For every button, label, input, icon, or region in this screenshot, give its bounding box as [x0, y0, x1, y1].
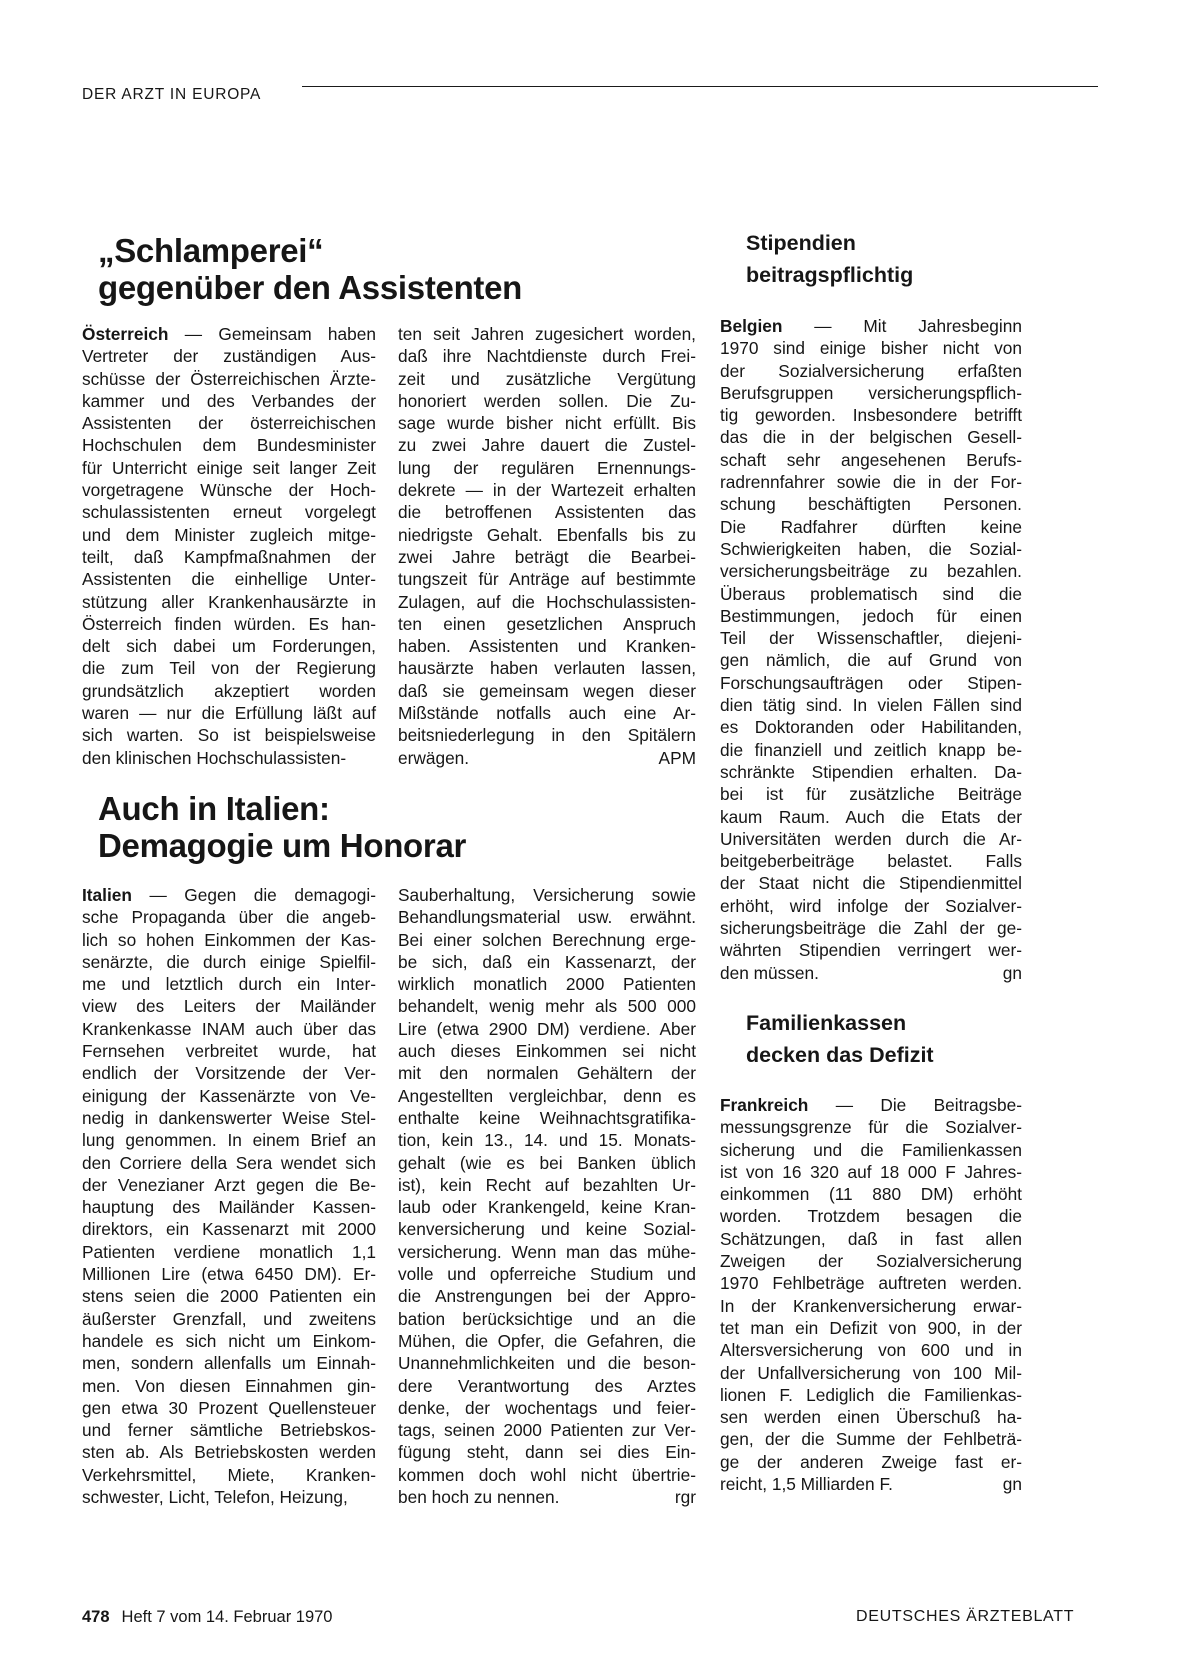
text-line: gen nämlich, die auf Grund von — [720, 650, 1022, 671]
text-line: Italien — Gegen die demagogi- — [82, 885, 376, 905]
text-line: daß sie gemeinsam wegen dieser — [398, 680, 696, 701]
dateline-country: Österreich — [82, 324, 169, 344]
text-line: sich warten. So ist beispielsweise — [82, 725, 376, 746]
page-number: 478 — [82, 1608, 110, 1626]
text-line: be sich, daß ein Kassenarzt, der — [398, 951, 696, 972]
text-line: Bestimmungen, jedoch für einen — [720, 605, 1022, 626]
line-text: reicht, 1,5 Milliarden F. — [720, 1474, 893, 1495]
text-line: auch dieses Einkommen sei nicht — [398, 1041, 696, 1062]
text-line: Universitäten werden durch die Ar- — [720, 828, 1022, 849]
journal-name: DEUTSCHES ÄRZTEBLATT — [856, 1608, 1075, 1625]
text-line: niedrigste Gehalt. Ebenfalls bis zu — [398, 524, 696, 545]
text-line: vorgetragene Wünsche der Hoch- — [82, 480, 376, 501]
text-line: laub oder Krankengeld, keine Kran- — [398, 1197, 696, 1218]
text-line: lich so hohen Einkommen der Kas- — [82, 929, 376, 950]
text-line: fügung steht, dann sei dies Ein- — [398, 1442, 696, 1463]
article-2-column-1 — [82, 884, 376, 1508]
text-line: mit den normalen Gehältern der — [398, 1063, 696, 1084]
text-line: der Unfallversicherung von 100 Mil- — [720, 1362, 1022, 1383]
text-line: Unannehmlichkeiten und die beson- — [398, 1353, 696, 1374]
text-line: schüsse der Österreichischen Ärzte- — [82, 368, 376, 389]
text-line: versicherung. Wenn man das mühe- — [398, 1241, 696, 1262]
text-line: denke, der wochentags und feier- — [398, 1397, 696, 1418]
text-line: der Staat nicht die Stipendienmittel — [720, 873, 1022, 894]
text-line: tungszeit für Anträge auf bestimmte — [398, 569, 696, 590]
text-line: tet man ein Defizit von 900, in der — [720, 1317, 1022, 1338]
text-line: Mühen, die Opfer, die Gefahren, die — [398, 1330, 696, 1351]
text-line: Krankenkasse INAM auch über das — [82, 1018, 376, 1039]
text-line: grundsätzlich akzeptiert worden — [82, 680, 376, 701]
article-3-column-1 — [720, 315, 1022, 984]
article-2-headline — [98, 790, 466, 864]
text-line: tags, seinen 2000 Patienten zur Ver- — [398, 1420, 696, 1441]
text-line: Österreich — Gemeinsam haben — [82, 324, 376, 344]
text-line: Berufsgruppen versicherungspflich- — [720, 382, 1022, 403]
text-line: Verkehrsmittel, Miete, Kranken- — [82, 1464, 376, 1485]
text-line: Fernsehen verbreitet wurde, hat — [82, 1041, 376, 1062]
text-line: gehalt (wie es bei Banken üblich — [398, 1152, 696, 1173]
text-line: Mißstände notfalls auch eine Ar- — [398, 703, 696, 724]
article-4-headline — [746, 1007, 934, 1071]
text-line: delt sich dabei um Forderungen, — [82, 636, 376, 657]
text-line: 1970 Fehlbeträge auftreten werden. — [720, 1273, 1022, 1294]
text-line: sche Propaganda über die angeb- — [82, 907, 376, 928]
text-line: sicherung und die Familienkassen — [720, 1139, 1022, 1160]
text-line: äußerster Grenzfall, und zweitens — [82, 1308, 376, 1329]
text-line: und dem Minister zugleich mitge- — [82, 524, 376, 545]
text-line: schränkte Stipendien erhalten. Da- — [720, 761, 1022, 782]
text-line: direktors, ein Kassenarzt mit 2000 — [82, 1219, 376, 1240]
text-line: wirklich monatlich 2000 Patienten — [398, 974, 696, 995]
text-line — [720, 1473, 1022, 1495]
text-line: haben. Assistenten und Kranken- — [398, 636, 696, 657]
text-line: nedig in dankenswerter Weise Stel- — [82, 1107, 376, 1128]
text-line: kommen doch wohl nicht übertrie- — [398, 1464, 696, 1485]
text-line: daß ihre Nachtdienste durch Frei- — [398, 346, 696, 367]
text-line: Millionen Lire (etwa 6450 DM). Er- — [82, 1264, 376, 1285]
text-line: die finanziell und zeitlich knapp be- — [720, 739, 1022, 760]
text-line: bation berücksichtige und an die — [398, 1308, 696, 1329]
text-line: für Unterricht einige seit langer Zeit — [82, 457, 376, 478]
text-line: waren — nur die Erfüllung läßt auf — [82, 703, 376, 724]
text-line: radrennfahrer sowie die in der For- — [720, 472, 1022, 493]
article-3-headline — [746, 227, 913, 291]
text-line: schaft sehr angesehenen Berufs- — [720, 449, 1022, 470]
text-line: ist von 16 320 auf 18 000 F Jahres- — [720, 1161, 1022, 1182]
text-line — [398, 747, 696, 769]
text-line: Sauberhaltung, Versicherung sowie — [398, 885, 696, 905]
text-line: einigung der Kassenärzte von Ve- — [82, 1085, 376, 1106]
text-line: Hochschulen dem Bundesminister — [82, 435, 376, 456]
text-line: Überaus problematisch sind die — [720, 583, 1022, 604]
text-line: Schätzungen, daß in fast allen — [720, 1228, 1022, 1249]
text-line: men. Von diesen Einnahmen gin- — [82, 1375, 376, 1396]
text-line: erhöht, wird infolge der Sozialver- — [720, 895, 1022, 916]
text-line: Zulagen, auf die Hochschulassisten- — [398, 591, 696, 612]
text-line: stens seien die 2000 Patienten ein — [82, 1286, 376, 1307]
text-line: endlich der Vorsitzende der Ver- — [82, 1063, 376, 1084]
article-3-headline-line-1: Stipendien — [746, 231, 856, 255]
text-line: Forschungsaufträgen oder Stipen- — [720, 672, 1022, 693]
text-line: Behandlungsmaterial usw. erwähnt. — [398, 907, 696, 928]
text-line: Belgien — Mit Jahresbeginn — [720, 316, 1022, 336]
article-2-headline-line-2: Demagogie um Honorar — [98, 827, 467, 864]
text-line: sen werden einen Überschuß ha- — [720, 1407, 1022, 1428]
text-line: teilt, daß Kampfmaßnahmen der — [82, 546, 376, 567]
text-line: sicherungsbeiträge die Zahl der ge- — [720, 918, 1022, 939]
text-line: ge der anderen Zweige fast er- — [720, 1451, 1022, 1472]
section-header: DER ARZT IN EUROPA — [82, 86, 262, 103]
text-line: Österreich finden würden. Es han- — [82, 613, 376, 634]
text-line: kenversicherung und keine Sozial- — [398, 1219, 696, 1240]
text-line: Assistenten die einhellige Unter- — [82, 569, 376, 590]
text-line: einkommen (11 880 DM) erhöht — [720, 1184, 1022, 1205]
article-1-column-1 — [82, 323, 376, 769]
dateline-country: Frankreich — [720, 1095, 809, 1115]
text-line: die betroffenen Assistenten das — [398, 502, 696, 523]
article-1-headline-line-2: gegenüber den Assistenten — [98, 269, 523, 306]
text-line — [398, 1486, 696, 1508]
text-line: behandelt, wenig mehr als 500 000 — [398, 996, 696, 1017]
text-line: enthalte keine Weihnachtsgratifika- — [398, 1107, 696, 1128]
text-line: Die Radfahrer dürften keine — [720, 516, 1022, 537]
text-line: versicherungsbeiträge zu bezahlen. — [720, 561, 1022, 582]
author-signature: gn — [1002, 1474, 1022, 1495]
text-line: der Sozialversicherung erfaßten — [720, 360, 1022, 381]
text-line: beitgeberbeiträge belastet. Falls — [720, 851, 1022, 872]
issue-info: Heft 7 vom 14. Februar 1970 — [121, 1608, 333, 1626]
text-line: kaum Raum. Auch die Etats der — [720, 806, 1022, 827]
line-text: den müssen. — [720, 962, 819, 983]
text-line: dien tätig sind. In vielen Fällen sind — [720, 695, 1022, 716]
article-4-headline-line-1: Familienkassen — [746, 1011, 907, 1035]
text-line: 1970 sind einige bisher nicht von — [720, 338, 1022, 359]
text-line: Zweigen der Sozialversicherung — [720, 1251, 1022, 1272]
text-line: es Doktoranden oder Habilitanden, — [720, 717, 1022, 738]
text-line: den Corriere della Sera wendet sich — [82, 1152, 376, 1173]
author-signature: rgr — [674, 1487, 696, 1508]
text-line: währten Stipendien verringert wer- — [720, 940, 1022, 961]
text-line: und ferner sämtliche Betriebskos- — [82, 1420, 376, 1441]
text-line: Frankreich — Die Beitragsbe- — [720, 1095, 1022, 1115]
text-line: schwester, Licht, Telefon, Heizung, — [82, 1487, 348, 1508]
text-line: gen etwa 30 Prozent Quellensteuer — [82, 1397, 376, 1418]
dateline-country: Belgien — [720, 316, 783, 336]
text-line: beitsniederlegung in den Spitälern — [398, 725, 696, 746]
text-line: In der Krankenversicherung erwar- — [720, 1295, 1022, 1316]
text-line: lung genommen. In einem Brief an — [82, 1130, 376, 1151]
text-line: dekrete — in der Wartezeit erhalten — [398, 480, 696, 501]
text-line: Patienten verdiene monatlich 1,1 — [82, 1241, 376, 1262]
text-line: Angestellten vergleichbar, denn es — [398, 1085, 696, 1106]
text-line: handele es sich nicht um Einkom- — [82, 1330, 376, 1351]
text-line: hauptung des Mailänder Kassen- — [82, 1197, 376, 1218]
text-line: Schwierigkeiten haben, die Sozial- — [720, 538, 1022, 559]
text-line: sage wurde bisher nicht erfüllt. Bis — [398, 413, 696, 434]
author-signature: APM — [658, 747, 696, 768]
text-line: Lire (etwa 2900 DM) verdiene. Aber — [398, 1018, 696, 1039]
line-text: erwägen. — [398, 747, 470, 768]
text-line: tion, kein 13., 14. und 15. Monats- — [398, 1130, 696, 1151]
text-line: dere Verantwortung des Arztes — [398, 1375, 696, 1396]
dateline-country: Italien — [82, 885, 132, 905]
text-line: die Anstrengungen bei der Appro- — [398, 1286, 696, 1307]
text-line: zeit und zusätzliche Vergütung — [398, 368, 696, 389]
text-line: den klinischen Hochschulassisten- — [82, 747, 347, 768]
text-line: volle und opferreiche Studium und — [398, 1264, 696, 1285]
text-line: Assistenten der österreichischen — [82, 413, 376, 434]
text-line: lionen F. Lediglich die Familienkas- — [720, 1384, 1022, 1405]
author-signature: gn — [1002, 962, 1022, 983]
article-4-column-1 — [720, 1094, 1022, 1495]
text-line: me und letztlich durch ein Inter- — [82, 974, 376, 995]
article-1-headline-line-1: „Schlamperei“ — [98, 232, 324, 269]
text-line: schulassistenten erneut vorgelegt — [82, 502, 376, 523]
article-4-headline-line-2: decken das Defizit — [746, 1043, 934, 1067]
text-line: kammer und des Verbandes der — [82, 390, 376, 411]
text-line: sten ab. Als Betriebskosten werden — [82, 1442, 376, 1463]
text-line: zu zwei Jahre dauert die Zustel- — [398, 435, 696, 456]
text-line: senärzte, die durch einige Spielfil- — [82, 951, 376, 972]
line-text: ben hoch zu nennen. — [398, 1487, 560, 1508]
article-2-headline-line-1: Auch in Italien: — [98, 790, 330, 827]
text-line — [720, 962, 1022, 984]
text-line: stützung aller Krankenhausärzte in — [82, 591, 376, 612]
text-line: ten seit Jahren zugesichert worden, — [398, 324, 696, 344]
text-line: messungsgrenze für die Sozialver- — [720, 1117, 1022, 1138]
text-line: Vertreter der zuständigen Aus- — [82, 346, 376, 367]
footer-page-info — [82, 1608, 332, 1627]
text-line: der Venezianer Arzt gegen die Be- — [82, 1174, 376, 1195]
text-line: ten einen gesetzlichen Anspruch — [398, 613, 696, 634]
text-line: honoriert werden sollen. Die Zu- — [398, 390, 696, 411]
text-line: zwei Jahre beträgt die Bearbei- — [398, 546, 696, 567]
text-line: men, sondern allenfalls um Einnah- — [82, 1353, 376, 1374]
text-line: hausärzte haben verlauten lassen, — [398, 658, 696, 679]
text-line: schung beschäftigten Personen. — [720, 494, 1022, 515]
text-line: Altersversicherung von 600 und in — [720, 1340, 1022, 1361]
text-line: bei ist für zusätzliche Beiträge — [720, 784, 1022, 805]
text-line: tig geworden. Insbesondere betrifft — [720, 405, 1022, 426]
text-line: gen, der die Summe der Fehlbeträ- — [720, 1429, 1022, 1450]
text-line: die zum Teil von der Regierung — [82, 658, 376, 679]
text-line: view des Leiters der Mailänder — [82, 996, 376, 1017]
text-line: Bei einer solchen Berechnung erge- — [398, 929, 696, 950]
header-rule — [302, 86, 1098, 87]
article-1-column-2 — [398, 323, 696, 769]
text-line: Teil der Wissenschaftler, diejeni- — [720, 628, 1022, 649]
text-line: lung der regulären Ernennungs- — [398, 457, 696, 478]
text-line: das die in der belgischen Gesell- — [720, 427, 1022, 448]
text-line: worden. Trotzdem besagen die — [720, 1206, 1022, 1227]
article-2-column-2 — [398, 884, 696, 1508]
article-3-headline-line-2: beitragspflichtig — [746, 263, 914, 287]
text-line: ist), kein Recht auf bezahlten Ur- — [398, 1174, 696, 1195]
article-1-headline — [98, 232, 522, 306]
